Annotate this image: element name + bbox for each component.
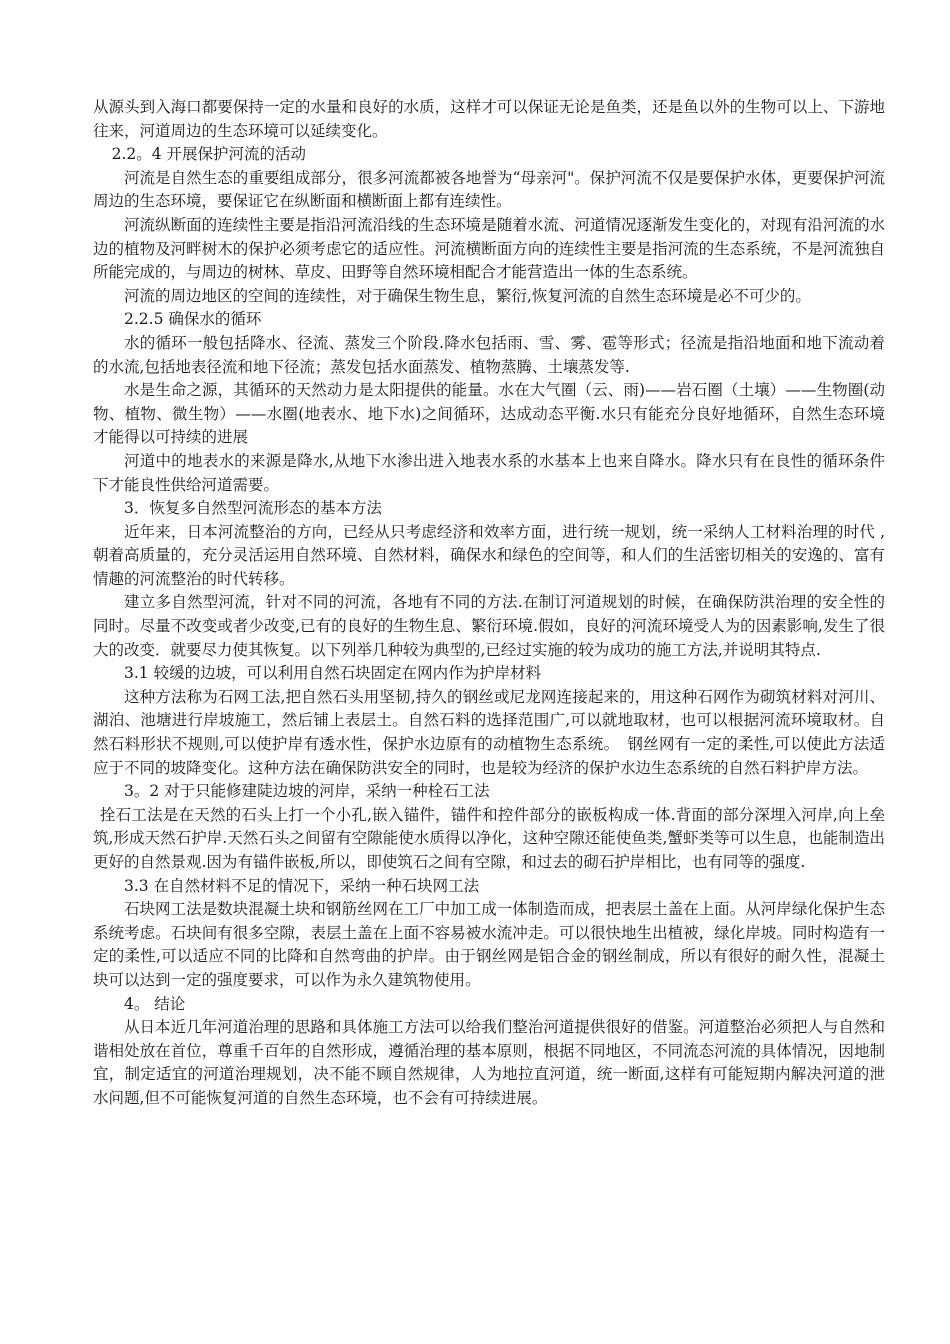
paragraph-intro-continuation: 从源头到入海口都要保持一定的水量和良好的水质，这样才可以保证无论是鱼类，还是鱼以外的生物可以上、下游地往来，河道周边的生态环境可以延续变化。 — [93, 98, 885, 140]
document-page — [93, 96, 885, 1111]
heading-3-3: 3.3 在自然材料不足的情况下，采纳一种石块网工法 — [124, 876, 480, 895]
heading-2-2-4: 2.2。4 开展保护河流的活动 — [111, 145, 307, 164]
paragraph-water-cycle: 水的循环一般包括降水、径流、蒸发三个阶段.降水包括雨、雪、雾、雹等形式；径流是指沿地面和地下流动着的水流,包括地表径流和地下径流；蒸发包括水面蒸发、植物蒸腾、土壤蒸发等. — [93, 333, 885, 376]
paragraph-longitudinal-continuity: 河流纵断面的连续性主要是指沿河流沿线的生态环境是随着水流、河道情况逐渐发生变化的，对现有沿河流的水边的植物及河畔树木的保护必须考虑它的适应性。河流横断面方向的连续性主要是指河流的生态系统，不是河流独自所能完成的，与周边的树林、草皮、田野等自然环境相配合才能营造出一体的生态系统。 — [93, 215, 885, 282]
paragraph-anchored-stone-method: 拴石工法是在天然的石头上打一个小孔,嵌入锚件，锚件和控件部分的嵌板构成一体.背面的部分深埋入河岸,向上垒筑,形成天然石护岸.天然石头之间留有空隙能使水质得以净化，这种空隙还能使鱼类,蟹虾类等可以生息，也能制造出更好的自然景观.因为有锚件嵌板,所以，即使筑石之间有空隙，和过去的砌石护岸相比，也有同等的强度. — [93, 805, 885, 871]
paragraph-multi-natural-rivers: 建立多自然型河流，针对不同的河流，各地有不同的方法.在制订河道规划的时候，在确保防洪治理的安全性的同时。尽量不改变或者少改变,已有的良好的生物生息、繁衍环境.假如，良好的河流环境受人为的因素影响,发生了很大的改变．就要尽力使其恢复。以下列举几种较为典型的,已经过实施的较为成功的施工方法,并说明其特点. — [93, 593, 885, 659]
heading-3-2: 3。2 对于只能修建陡边坡的河岸，采纳一种栓石工法 — [124, 782, 490, 801]
paragraph-japan-river-trend: 近年来，日本河流整治的方向，已经从只考虑经济和效率方面，进行统一规划，统一采纳人工材料治理的时代 ,朝着高质量的，充分灵活运用自然环境、自然材料，确保水和绿色的空间等，和人们的生活密切相关的安逸的、富有情趣的河流整治的时代转移。 — [93, 522, 885, 588]
paragraph-spatial-continuity: 河流的周边地区的空间的连续性，对于确保生物生息，繁衍,恢复河流的自然生态环境是必不可少的。 — [124, 286, 811, 305]
heading-4-conclusion: 4。 结论 — [124, 994, 186, 1013]
paragraph-conclusion: 从日本近几年河道治理的思路和具体施工方法可以给我们整治河道提供很好的借鉴。河道整治必须把人与自然和谐相处放在首位，尊重千百年的自然形成，遵循治理的基本原则，根据不同地区，不同流态河流的具体情况，因地制宜，制定适宜的河道治理规划，决不能不顾自然规律，人为地拉直河道，统一断面,这样有可能短期内解决河道的泄水问题,但不可能恢复河道的自然生态环境，也不会有可持续进展。 — [93, 1018, 885, 1107]
paragraph-river-importance: 河流是自然生态的重要组成部分，很多河流都被各地誉为“母亲河"。保护河流不仅是要保护水体，更要保护河流周边的生态环境，要保证它在纵断面和横断面上都有连续性。 — [93, 168, 885, 211]
heading-3: 3．恢复多自然型河流形态的基本方法 — [124, 499, 382, 518]
paragraph-water-source-of-life: 水是生命之源，其循环的天然动力是太阳提供的能量。水在大气圈（云、雨)——岩石圈（土壤）——生物圈(动物、植物、微生物）——水圈(地表水、地下水)之间循环，达成动态平衡.水只有能充分良好地循环，自然生态环境才能得以可持续的进展 — [93, 381, 885, 447]
heading-2-2-5: 2.2.5 确保水的循环 — [124, 310, 262, 329]
paragraph-stone-net-method: 这种方法称为石网工法,把自然石头用坚韧,持久的钢丝或尼龙网连接起来的，用这种石网作为砌筑材料对河川、湖泊、池塘进行岸坡施工，然后铺上表层土。自然石料的选择范围广,可以就地取材，也可以根据河流环境取材。自然石料形状不规则,可以使护岸有透水性，保护水边原有的动植物生态系统。 钢丝网有一定的柔性,可以使此方法适应于不同的坡降变化。这种方法在确保防洪安全的同时，也是较为经济的保护水边生态系统的自然石料护岸方法。 — [93, 687, 885, 777]
paragraph-block-net-method: 石块网工法是数块混凝土块和钢筋丝网在工厂中加工成一体制造而成，把表层土盖在上面。从河岸绿化保护生态系统考虑。石块间有很多空隙，表层土盖在上面不容易被水流冲走。可以很快地生出植被，绿化岸坡。同时构造有一定的柔性,可以适应不同的比降和自然弯曲的护岸。由于钢丝网是铝合金的钢丝制成，所以有很好的耐久性，混凝土块可以达到一定的强度要求，可以作为永久建筑物使用。 — [93, 900, 885, 989]
paragraph-surface-water: 河道中的地表水的来源是降水,从地下水渗出进入地表水系的水基本上也来自降水。降水只有在良性的循环条件下才能良性供给河道需要。 — [93, 451, 885, 494]
heading-3-1: 3.1 较缓的边坡，可以利用自然石块固定在网内作为护岸材料 — [124, 664, 542, 683]
